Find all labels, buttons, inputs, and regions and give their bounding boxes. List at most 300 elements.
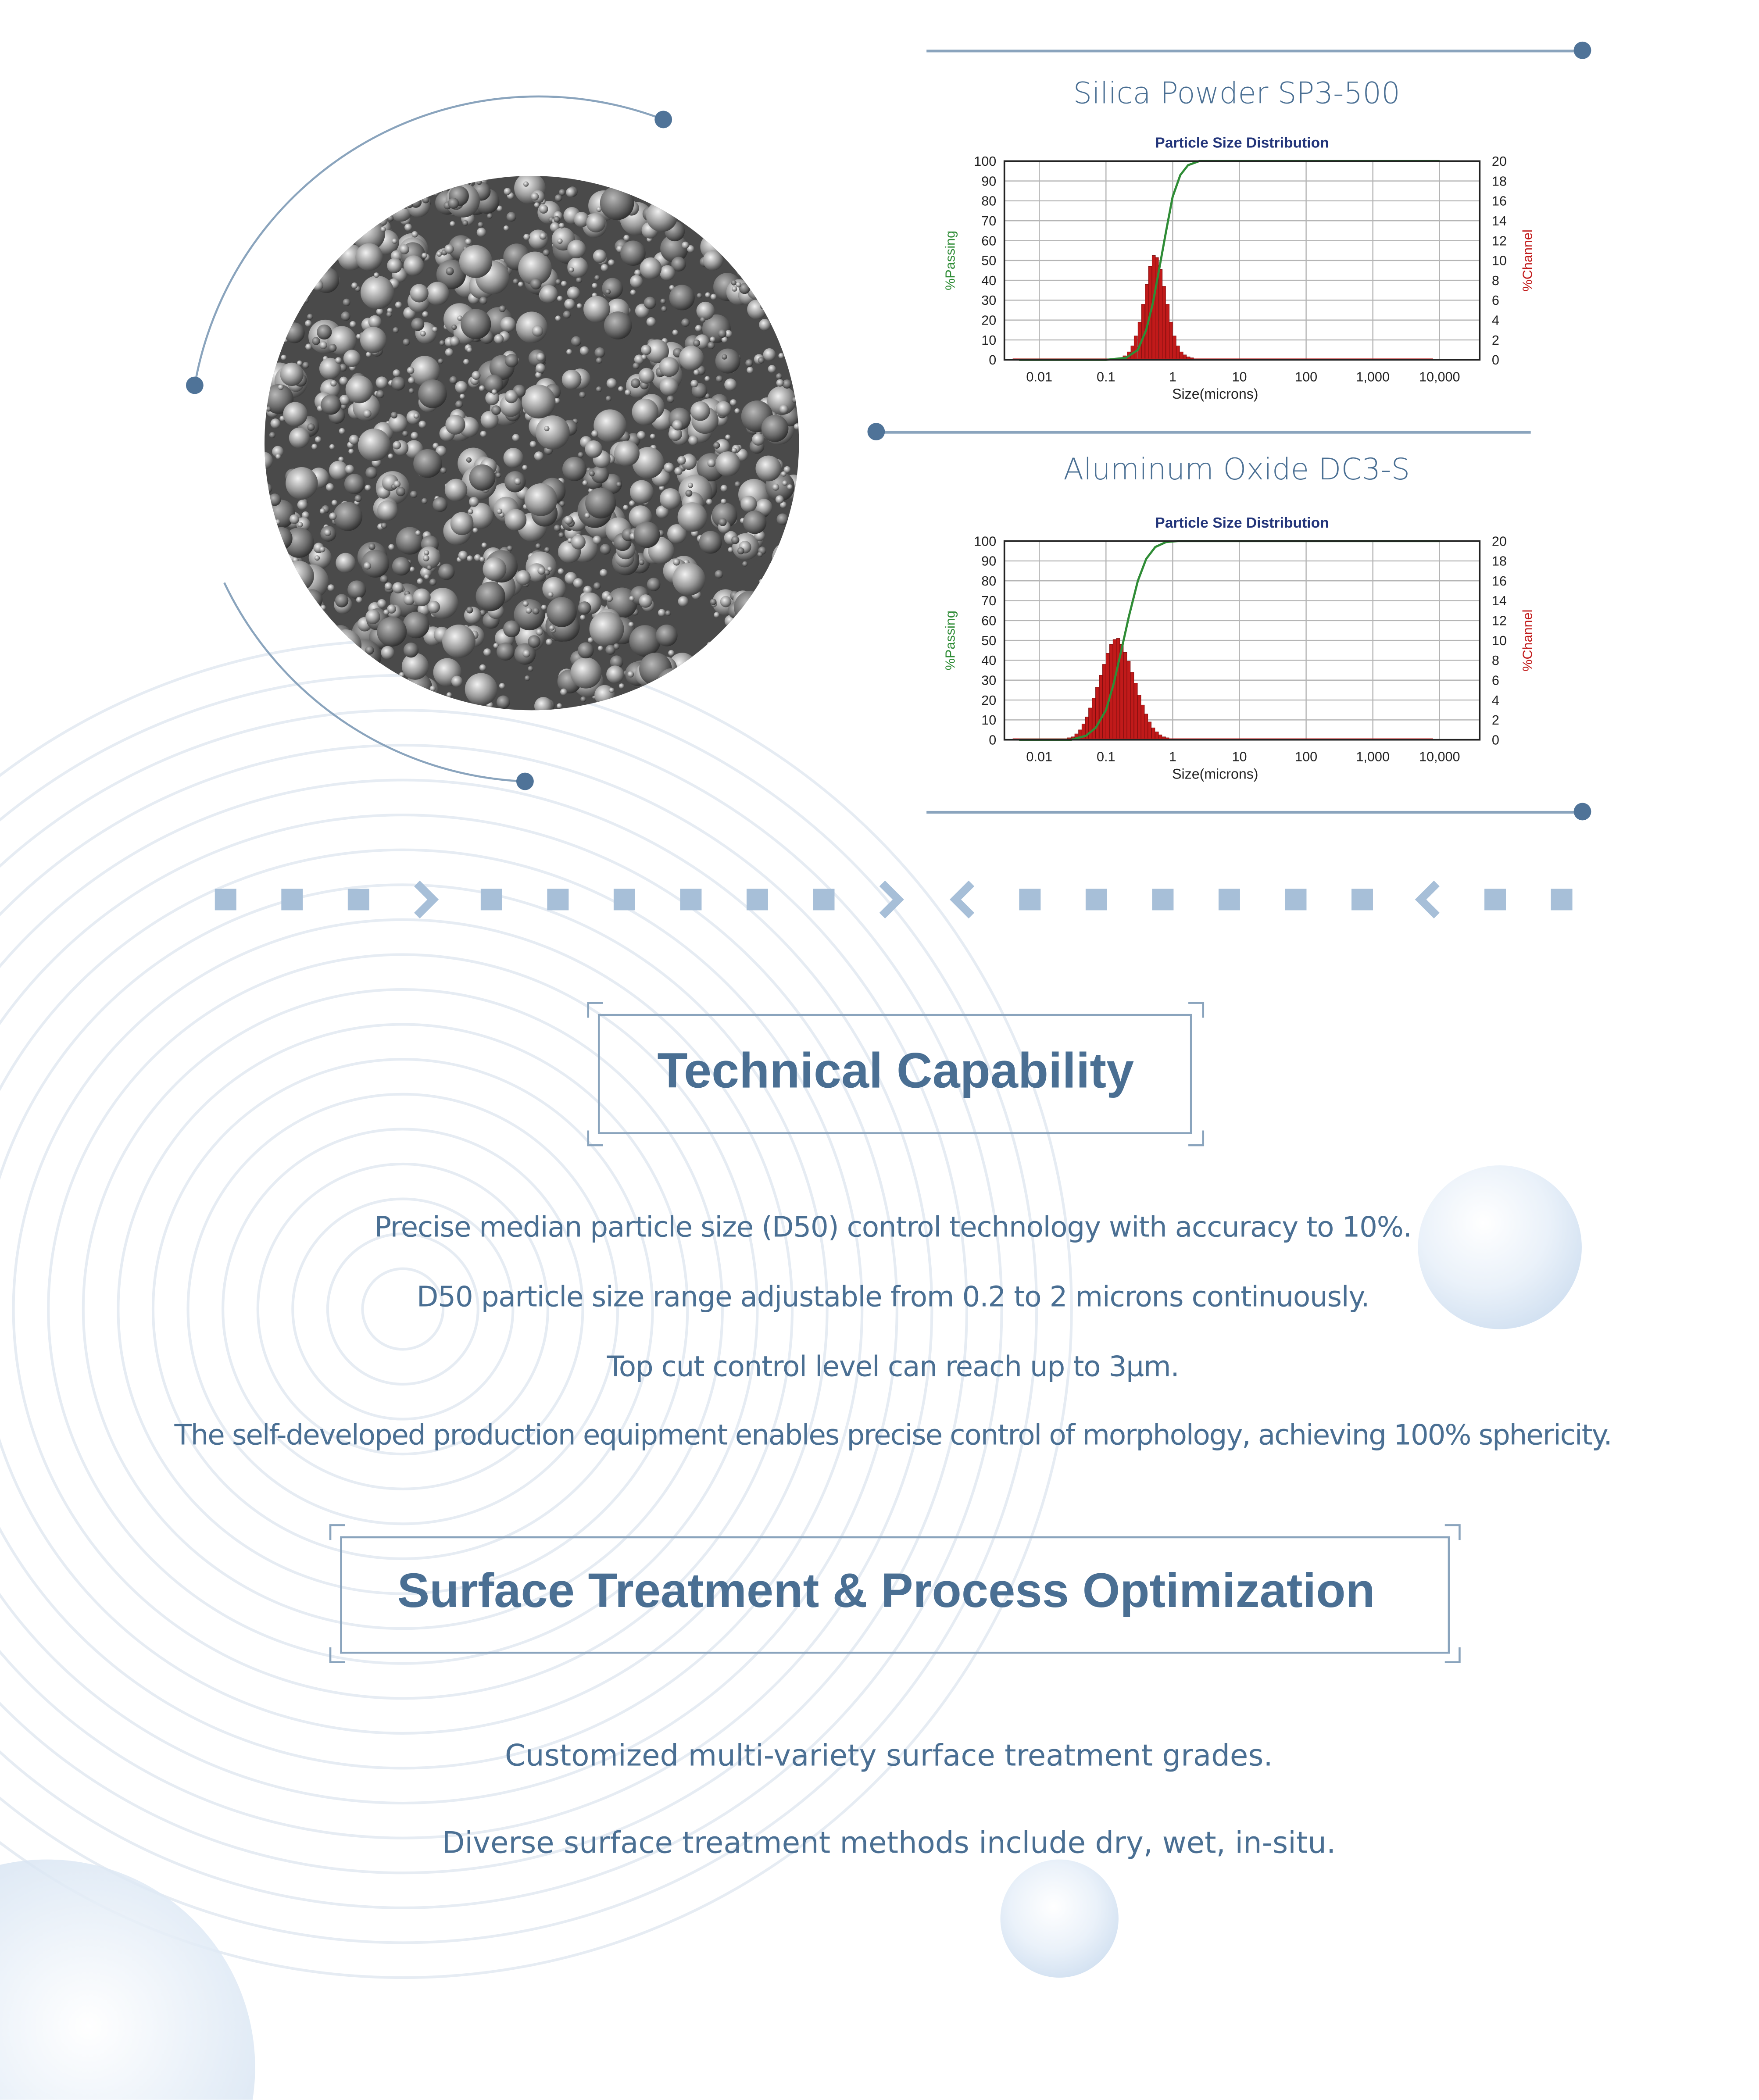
- particle-sphere: [784, 575, 790, 581]
- particle-sphere: [616, 183, 621, 189]
- particle-sphere: [365, 175, 375, 181]
- particle-sphere: [460, 394, 465, 399]
- particle-sphere: [295, 581, 304, 590]
- particle-sphere: [447, 704, 458, 711]
- particle-sphere: [273, 627, 279, 632]
- particle-sphere: [789, 364, 797, 372]
- particle-sphere: [769, 630, 779, 640]
- particle-sphere: [315, 192, 343, 219]
- particle-sphere: [759, 579, 764, 584]
- particle-sphere: [593, 582, 601, 590]
- particle-sphere: [797, 485, 801, 492]
- particle-sphere: [284, 322, 304, 343]
- particle-sphere: [321, 395, 341, 415]
- particle-sphere: [741, 203, 772, 235]
- particle-sphere: [479, 297, 487, 305]
- particle-sphere: [591, 430, 598, 437]
- particle-sphere: [571, 535, 586, 550]
- particle-sphere: [754, 632, 762, 639]
- particle-sphere: [320, 508, 325, 514]
- particle-sphere: [450, 221, 455, 226]
- particle-sphere: [518, 282, 523, 287]
- particle-sphere: [388, 544, 394, 550]
- particle-sphere: [763, 275, 772, 284]
- particle-sphere: [791, 666, 800, 682]
- particle-sphere: [385, 582, 393, 590]
- particle-sphere: [478, 222, 483, 228]
- particle-sphere: [298, 687, 316, 705]
- particle-sphere: [451, 676, 463, 687]
- y-right-tick-label: 6: [1491, 673, 1499, 688]
- particle-sphere: [614, 441, 640, 466]
- particle-sphere: [711, 294, 717, 300]
- particle-sphere: [599, 175, 610, 182]
- particle-sphere: [526, 607, 532, 614]
- particle-sphere: [708, 695, 713, 700]
- chevron-left-icon: [955, 883, 972, 915]
- particle-sphere: [403, 339, 410, 346]
- particle-sphere: [739, 204, 744, 210]
- channel-bar: [1176, 346, 1180, 360]
- particle-sphere: [271, 233, 283, 245]
- particle-sphere: [390, 700, 396, 706]
- particle-sphere: [349, 435, 359, 445]
- particle-sphere: [365, 646, 374, 654]
- particle-sphere: [783, 379, 792, 389]
- particle-sphere: [428, 176, 443, 192]
- particle-sphere: [436, 251, 442, 257]
- particle-sphere: [704, 661, 729, 687]
- particle-sphere: [375, 684, 397, 706]
- particle-sphere: [444, 244, 454, 254]
- particle-sphere: [783, 609, 788, 614]
- particle-sphere: [411, 432, 418, 439]
- x-tick-label: 0.1: [1097, 749, 1115, 764]
- particle-sphere: [678, 596, 689, 607]
- particle-sphere: [499, 305, 506, 312]
- particle-sphere: [313, 194, 319, 200]
- particle-sphere: [451, 325, 457, 330]
- particle-sphere: [343, 683, 348, 688]
- particle-sphere: [757, 552, 762, 557]
- channel-bar: [1134, 683, 1137, 739]
- particle-sphere: [315, 181, 345, 211]
- x-tick-label: 0.01: [1026, 369, 1053, 385]
- divider-square: [747, 889, 768, 910]
- particle-sphere: [752, 433, 764, 446]
- y-left-tick-label: 80: [981, 193, 997, 209]
- particle-sphere: [620, 241, 646, 266]
- particle-sphere: [277, 682, 282, 688]
- particle-sphere: [609, 688, 614, 693]
- particle-sphere: [760, 631, 777, 648]
- particle-sphere: [782, 480, 787, 486]
- particle-sphere: [752, 272, 759, 279]
- technical-line: Top cut control level can reach up to 3μm.: [607, 1350, 1179, 1383]
- particle-sphere: [731, 682, 738, 688]
- particle-sphere: [497, 643, 515, 661]
- particle-sphere: [523, 601, 529, 607]
- particle-sphere: [426, 183, 431, 189]
- chevron-right-icon: [417, 883, 433, 915]
- particle-sphere: [715, 570, 723, 579]
- particle-sphere: [630, 480, 654, 504]
- particle-sphere: [721, 637, 728, 644]
- particle-sphere: [563, 311, 571, 318]
- particle-sphere: [759, 319, 771, 331]
- particle-sphere: [364, 199, 369, 204]
- particle-sphere: [381, 646, 394, 660]
- particle-sphere: [329, 344, 336, 352]
- small-bubble-decoration: [1001, 1860, 1119, 1978]
- particle-sphere: [264, 307, 290, 333]
- particle-sphere: [719, 518, 726, 526]
- particle-sphere: [658, 194, 670, 205]
- particle-sphere: [283, 402, 307, 426]
- y-right-tick-label: 16: [1491, 193, 1507, 209]
- particle-sphere: [411, 231, 418, 238]
- particle-sphere: [433, 190, 438, 196]
- y-right-tick-label: 8: [1491, 653, 1499, 668]
- particle-sphere: [787, 282, 797, 291]
- section-title-surface: Surface Treatment & Process Optimization: [397, 1563, 1375, 1618]
- divider-square: [1484, 889, 1506, 910]
- particle-sphere: [632, 399, 659, 425]
- channel-bar: [1113, 639, 1116, 740]
- particle-sphere: [523, 182, 529, 187]
- y-left-tick-label: 50: [981, 633, 997, 648]
- particle-sphere: [467, 555, 473, 561]
- particle-sphere: [731, 536, 739, 544]
- particle-sphere: [659, 357, 679, 377]
- particle-sphere: [715, 349, 740, 374]
- particle-sphere: [734, 591, 768, 625]
- particle-sphere: [374, 272, 379, 278]
- particle-sphere: [710, 336, 715, 342]
- divider-square: [1351, 889, 1373, 910]
- particle-sphere: [445, 479, 467, 501]
- particle-sphere: [764, 179, 769, 185]
- particle-sphere: [291, 211, 297, 217]
- particle-sphere: [505, 354, 518, 368]
- particle-sphere: [758, 635, 772, 649]
- particle-sphere: [337, 232, 345, 239]
- particle-sphere: [776, 286, 786, 296]
- particle-sphere: [594, 275, 600, 280]
- particle-sphere: [483, 557, 506, 581]
- particle-sphere: [522, 385, 555, 418]
- particle-sphere: [265, 339, 270, 345]
- particle-sphere: [639, 368, 654, 384]
- particle-sphere: [311, 636, 329, 654]
- particle-sphere: [281, 233, 292, 244]
- particle-sphere: [404, 255, 424, 276]
- particle-sphere: [297, 659, 303, 664]
- particle-sphere: [266, 208, 296, 238]
- particle-sphere: [647, 578, 661, 591]
- particle-sphere: [539, 204, 548, 214]
- particle-sphere: [357, 654, 363, 660]
- particle-sphere: [507, 212, 516, 221]
- particle-sphere: [564, 299, 575, 309]
- divider-line: [926, 811, 1582, 813]
- particle-sphere: [790, 331, 795, 336]
- particle-sphere: [576, 277, 582, 283]
- particle-sphere: [280, 682, 294, 696]
- y-left-tick-label: 30: [981, 673, 997, 688]
- divider-line: [926, 50, 1582, 52]
- particle-sphere: [606, 396, 611, 401]
- particle-sphere: [284, 687, 300, 703]
- particle-sphere: [596, 207, 601, 212]
- channel-bar: [1123, 652, 1127, 739]
- particle-sphere: [280, 363, 304, 386]
- particle-sphere: [413, 449, 442, 478]
- chevron-left-icon: [1421, 883, 1437, 915]
- particle-sphere: [528, 666, 533, 671]
- particle-sphere: [445, 348, 453, 356]
- particle-sphere: [766, 192, 772, 197]
- y-right-tick-label: 16: [1491, 573, 1507, 589]
- particle-sphere: [341, 311, 350, 321]
- channel-bar: [1148, 722, 1151, 740]
- y-right-tick-label: 4: [1491, 693, 1499, 708]
- particle-sphere: [593, 250, 607, 263]
- particle-sphere: [772, 685, 795, 708]
- particle-sphere: [422, 498, 427, 504]
- particle-sphere: [272, 649, 291, 668]
- particle-sphere: [311, 213, 323, 225]
- particle-sphere: [410, 686, 426, 702]
- y-left-tick-label: 100: [974, 154, 997, 169]
- particle-sphere: [586, 213, 605, 232]
- particle-sphere: [307, 314, 313, 319]
- particle-sphere: [427, 565, 432, 570]
- particle-sphere: [470, 175, 480, 181]
- particle-sphere: [721, 485, 728, 492]
- particle-sphere: [690, 380, 698, 387]
- particle-sphere: [263, 643, 289, 676]
- particle-sphere: [761, 236, 766, 241]
- particle-sphere: [278, 605, 305, 632]
- particle-sphere: [692, 679, 700, 687]
- particle-sphere: [331, 212, 350, 230]
- particle-sphere: [699, 531, 722, 554]
- particle-sphere: [321, 605, 326, 610]
- particle-sphere: [329, 512, 336, 520]
- divider-square: [1551, 889, 1573, 910]
- particle-sphere: [263, 682, 288, 708]
- particle-sphere: [794, 423, 801, 430]
- particle-sphere: [678, 502, 707, 532]
- particle-sphere: [779, 353, 784, 359]
- particle-sphere: [724, 175, 752, 192]
- particle-sphere: [430, 686, 436, 691]
- particle-sphere: [639, 705, 647, 711]
- particle-sphere: [767, 213, 794, 239]
- particle-sphere: [429, 579, 436, 586]
- particle-sphere: [438, 564, 454, 580]
- divider-square: [1219, 889, 1240, 910]
- particle-sphere: [747, 367, 753, 373]
- y-right-tick-label: 0: [1491, 353, 1499, 368]
- particle-sphere: [743, 263, 748, 268]
- particle-sphere: [762, 606, 781, 625]
- particle-sphere: [783, 337, 801, 361]
- particle-sphere: [584, 513, 590, 518]
- particle-sphere: [529, 229, 548, 249]
- particle-sphere: [771, 242, 782, 252]
- particle-sphere: [629, 596, 634, 601]
- particle-sphere: [342, 642, 349, 648]
- y-right-tick-label: 10: [1491, 253, 1507, 268]
- particle-sphere: [762, 415, 789, 442]
- particle-sphere: [554, 525, 561, 531]
- particle-sphere: [284, 669, 308, 693]
- particle-sphere: [658, 609, 665, 617]
- particle-sphere: [317, 268, 322, 273]
- particle-sphere: [702, 646, 737, 681]
- particle-sphere: [319, 341, 327, 349]
- particle-sphere: [310, 246, 321, 256]
- particle-sphere: [505, 509, 527, 531]
- particle-sphere: [561, 281, 567, 286]
- particle-sphere: [784, 660, 790, 666]
- divider-line: [876, 431, 1531, 433]
- particle-sphere: [530, 441, 536, 447]
- particle-sphere: [428, 601, 440, 613]
- particle-sphere: [458, 551, 468, 560]
- particle-sphere: [504, 448, 523, 468]
- particle-sphere: [668, 700, 675, 707]
- particle-sphere: [487, 213, 492, 218]
- particle-sphere: [382, 676, 387, 682]
- particle-sphere: [547, 597, 577, 627]
- y-right-tick-label: 12: [1491, 233, 1507, 249]
- particle-sphere: [297, 500, 307, 510]
- particle-sphere: [605, 289, 611, 294]
- particle-sphere: [689, 215, 694, 221]
- surface-line: Diverse surface treatment methods include dry, wet, in-situ.: [442, 1827, 1336, 1861]
- particle-sphere: [483, 648, 491, 656]
- particle-sphere: [496, 472, 501, 478]
- particle-sphere: [265, 602, 281, 618]
- particle-sphere: [708, 662, 718, 671]
- particle-sphere: [391, 412, 397, 418]
- y-left-tick-label: 90: [981, 554, 997, 569]
- particle-sphere: [665, 611, 671, 616]
- particle-sphere: [594, 347, 605, 358]
- particle-sphere: [589, 471, 595, 476]
- particle-sphere: [433, 497, 447, 512]
- particle-sphere: [461, 309, 491, 339]
- particle-sphere: [316, 665, 322, 671]
- particle-sphere: [343, 350, 361, 367]
- channel-bar: [1099, 675, 1103, 739]
- particle-sphere: [440, 340, 445, 346]
- particle-sphere: [402, 431, 408, 436]
- particle-sphere: [351, 282, 358, 289]
- y-right-axis-label: %Channel: [1520, 229, 1535, 292]
- particle-sphere: [469, 497, 479, 507]
- particle-sphere: [426, 282, 449, 305]
- particle-sphere: [329, 648, 354, 674]
- x-tick-label: 10: [1232, 749, 1247, 764]
- channel-bar: [1173, 336, 1176, 360]
- particle-sphere: [639, 594, 652, 608]
- particle-sphere: [558, 568, 564, 575]
- particle-sphere: [672, 330, 678, 336]
- particle-sphere: [375, 376, 388, 389]
- particle-sphere: [302, 589, 322, 610]
- particle-sphere: [578, 452, 583, 458]
- particle-sphere: [573, 578, 583, 588]
- divider-square: [481, 889, 502, 910]
- particle-sphere: [705, 292, 710, 297]
- particle-sphere: [265, 650, 278, 662]
- particle-sphere: [469, 464, 496, 491]
- particle-sphere: [302, 647, 315, 660]
- particle-sphere: [756, 190, 764, 197]
- particle-sphere: [774, 545, 799, 569]
- particle-sphere: [667, 690, 674, 696]
- x-tick-label: 0.01: [1026, 749, 1053, 764]
- particle-sphere: [668, 650, 674, 656]
- particle-sphere: [630, 289, 636, 295]
- channel-bar: [1134, 336, 1137, 360]
- particle-sphere: [397, 684, 416, 704]
- particle-sphere: [644, 297, 656, 309]
- particle-sphere: [296, 304, 301, 310]
- particle-sphere: [307, 423, 315, 431]
- particle-sphere: [335, 594, 349, 607]
- particle-sphere: [560, 689, 567, 696]
- particle-sphere: [728, 547, 733, 552]
- particle-sphere: [623, 505, 628, 510]
- particle-sphere: [339, 428, 345, 434]
- particle-sphere: [466, 457, 472, 463]
- y-right-tick-label: 4: [1491, 313, 1499, 328]
- particle-sphere: [792, 397, 798, 403]
- particle-sphere: [315, 555, 320, 561]
- particle-sphere: [768, 365, 776, 373]
- particle-sphere: [769, 282, 783, 296]
- particle-sphere: [717, 175, 722, 179]
- particle-sphere: [404, 224, 412, 231]
- y-right-tick-label: 20: [1491, 154, 1507, 169]
- x-axis-label: Size(microns): [1172, 766, 1258, 782]
- particle-sphere: [417, 700, 426, 710]
- particle-sphere: [534, 202, 540, 207]
- particle-sphere: [577, 304, 582, 309]
- particle-sphere: [627, 671, 634, 678]
- divider-dot: [1574, 42, 1591, 59]
- particle-sphere: [450, 175, 461, 184]
- particle-sphere: [463, 359, 469, 364]
- particle-sphere: [263, 545, 280, 575]
- divider-square: [1019, 889, 1040, 910]
- particle-sphere: [789, 196, 800, 212]
- y-left-tick-label: 40: [981, 653, 997, 668]
- particle-sphere: [740, 496, 757, 512]
- x-tick-label: 1: [1169, 749, 1176, 764]
- y-left-tick-label: 0: [989, 353, 997, 368]
- particle-sphere: [600, 186, 634, 220]
- particle-sphere: [748, 201, 754, 207]
- particle-sphere: [528, 635, 540, 648]
- particle-sphere: [746, 607, 752, 614]
- particle-sphere: [776, 495, 784, 504]
